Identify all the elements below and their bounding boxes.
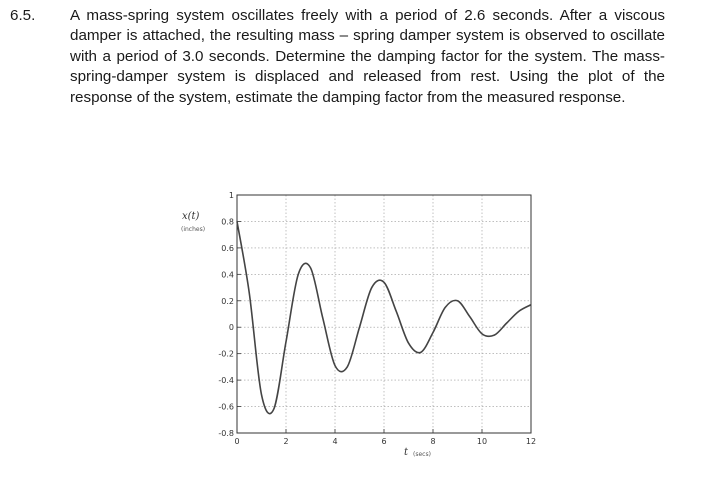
x-tick-label: 2 <box>283 437 289 446</box>
x-tick-label: 8 <box>430 437 436 446</box>
chart-grid <box>237 195 531 433</box>
problem-text: A mass-spring system oscillates freely with a period of 2.6 seconds. After a viscous damper is attached, the resulting mass – spring damper system is observed to oscillate with a period of 3.0 seconds. Determine the damping factor for the system. The mass-spring-damper system is displaced and released from rest. Using the plot of the response of the system, estimate the damping factor from the measured response. <box>70 7 665 106</box>
y-tick-label: -0.2 <box>218 349 234 359</box>
x-tick-label: 6 <box>381 437 387 446</box>
x-tick-label: 4 <box>332 437 338 446</box>
y-tick-label: 1 <box>228 191 234 200</box>
y-tick-label: 0.2 <box>221 296 234 306</box>
x-tick-label: 10 <box>476 437 488 446</box>
x-tick-label: 12 <box>525 437 537 446</box>
y-tick-label: -0.8 <box>218 429 234 438</box>
y-tick-label: 0 <box>228 323 234 333</box>
y-tick-label: -0.4 <box>218 376 234 386</box>
y-tick-label: -0.6 <box>218 402 234 412</box>
y-axis-label: x(t) <box>182 211 200 222</box>
x-axis-label: t <box>404 447 409 458</box>
y-tick-label: 0.6 <box>221 243 234 253</box>
problem-number: 6.5. <box>10 7 36 24</box>
y-tick-label: 0.4 <box>221 270 234 280</box>
x-tick-labels <box>234 429 536 446</box>
x-tick-label: 0 <box>234 437 240 446</box>
y-tick-label: 0.8 <box>221 217 234 227</box>
y-axis-unit: (inches) <box>181 226 206 233</box>
x-axis-unit: (secs) <box>413 451 431 458</box>
